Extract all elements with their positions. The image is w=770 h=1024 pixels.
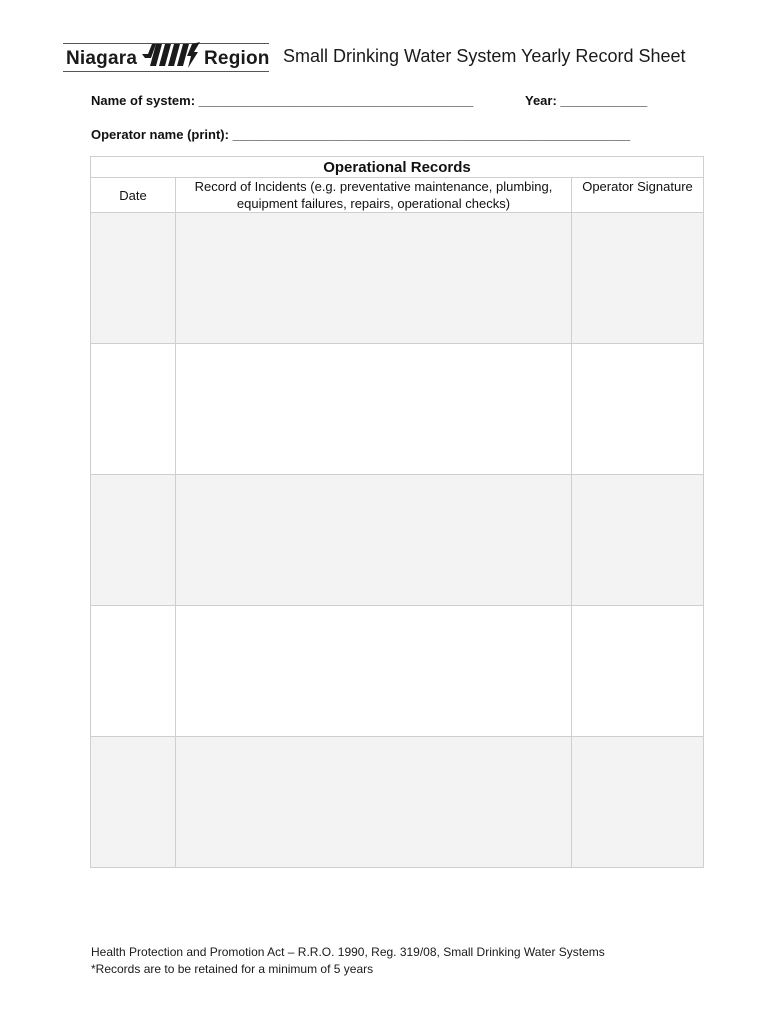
operational-records-table — [90, 156, 704, 868]
signature-cell[interactable] — [572, 344, 704, 475]
signature-cell[interactable] — [572, 606, 704, 737]
incident-cell[interactable] — [176, 344, 572, 475]
incident-cell[interactable] — [176, 606, 572, 737]
logo-word-niagara: Niagara — [66, 48, 138, 69]
footer-legislation: Health Protection and Promotion Act – R.R.O. 1990, Reg. 319/08, Small Drinking Water Systems — [91, 945, 605, 959]
date-cell[interactable] — [91, 213, 176, 344]
table-row — [91, 344, 704, 475]
year-field[interactable]: Year: ____________ — [525, 93, 648, 108]
signature-cell[interactable] — [572, 737, 704, 868]
document-title: Small Drinking Water System Yearly Record Sheet — [283, 46, 686, 66]
date-cell[interactable] — [91, 606, 176, 737]
operator-name-field[interactable]: Operator name (print): _______________________________________________________ — [91, 127, 631, 142]
column-header-incidents: Record of Incidents (e.g. preventative maintenance, plumbing, equipment failures, repairs, operational checks) — [176, 178, 572, 213]
incident-cell[interactable] — [176, 213, 572, 344]
column-header-date: Date — [91, 178, 176, 213]
incident-cell[interactable] — [176, 737, 572, 868]
table-title: Operational Records — [91, 157, 704, 178]
table-row — [91, 475, 704, 606]
table-row — [91, 213, 704, 344]
date-cell[interactable] — [91, 344, 176, 475]
logo-bottom-rule — [63, 71, 269, 72]
date-cell[interactable] — [91, 475, 176, 606]
table-row — [91, 606, 704, 737]
logo-word-region: Region — [204, 48, 270, 69]
incident-cell[interactable] — [176, 475, 572, 606]
table-row — [91, 737, 704, 868]
footer-notes — [91, 944, 605, 978]
system-name-field[interactable]: Name of system: ______________________________________ — [91, 93, 474, 108]
footer-retention-note: *Records are to be retained for a minimum of 5 years — [91, 962, 374, 976]
date-cell[interactable] — [91, 737, 176, 868]
signature-cell[interactable] — [572, 475, 704, 606]
signature-cell[interactable] — [572, 213, 704, 344]
column-header-signature: Operator Signature — [572, 178, 704, 213]
niagara-region-logo — [63, 40, 269, 72]
niagara-falls-mark-icon — [142, 40, 202, 70]
